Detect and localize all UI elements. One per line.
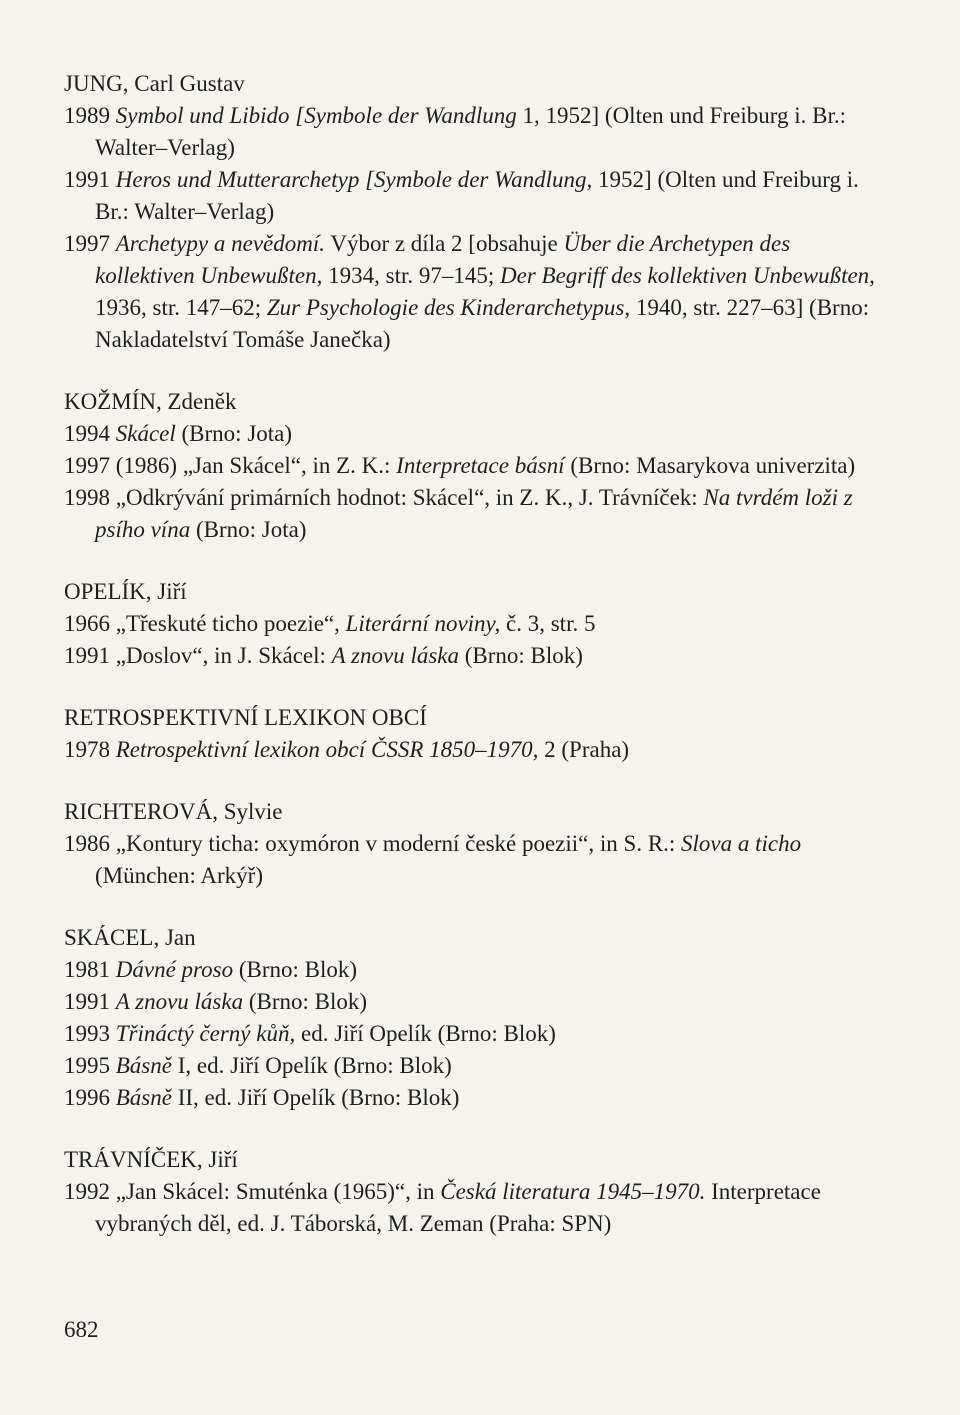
entry-text: (Brno: Blok) [459, 643, 583, 668]
author-heading: KOŽMÍN, Zdeněk [64, 389, 237, 414]
bibliography-entry [64, 1050, 884, 1082]
bibliography-entry [64, 228, 884, 356]
entry-text: Interpretace vybraných děl, ed. J. Táborská, M. Zeman (Praha: SPN) [95, 1179, 821, 1236]
entry-text: 1940, str. 227–63] (Brno: Nakladatelství Tomáše Janečka) [95, 295, 870, 352]
author-heading: RICHTEROVÁ, Sylvie [64, 799, 283, 824]
entry-text: 1993 [64, 1021, 116, 1046]
entry-text: č. 3, str. 5 [500, 611, 596, 636]
entry-title: Básně [115, 1053, 172, 1078]
entry-text: 1978 [64, 737, 116, 762]
entry-text: 1934, str. 97–145; [322, 263, 500, 288]
entry-text: 1981 [64, 957, 116, 982]
entry-text: Výbor z díla 2 [obsahuje [325, 231, 564, 256]
bibliography-section [64, 796, 884, 892]
entry-text: I, ed. Jiří Opelík (Brno: Blok) [171, 1053, 452, 1078]
entry-title: Zur Psychologie des Kinderarchetypus, [266, 295, 631, 320]
bibliography-entry [64, 734, 884, 766]
entry-text: 1991 [64, 167, 116, 192]
bibliography-section [64, 68, 884, 356]
entry-title: Symbol und Libido [Symbole der Wandlung [115, 103, 517, 128]
bibliography-entry [64, 450, 884, 482]
entry-text: 1989 [64, 103, 116, 128]
bibliography-entry [64, 482, 884, 546]
entry-text: 1998 „Odkrývání primárních hodnot: Skácel“, in Z. K., J. Trávníček: [64, 485, 704, 510]
author-heading: RETROSPEKTIVNÍ LEXIKON OBCÍ [64, 705, 427, 730]
entry-text: 1991 „Doslov“, in J. Skácel: [64, 643, 332, 668]
entry-text: 1996 [64, 1085, 116, 1110]
author-heading: OPELÍK, Jiří [64, 579, 187, 604]
bibliography-entry [64, 1082, 884, 1114]
entry-text: 1986 „Kontury ticha: oxymóron v moderní české poezii“, in S. R.: [64, 831, 682, 856]
entry-text: ed. Jiří Opelík (Brno: Blok) [295, 1021, 556, 1046]
bibliography-entry [64, 640, 884, 672]
entry-title: Dávné proso [115, 957, 234, 982]
entry-title: Třináctý černý kůň, [115, 1021, 296, 1046]
entry-text: (Brno: Jota) [175, 421, 293, 446]
entry-text: 1936, str. 147–62; [95, 295, 267, 320]
bibliography [64, 68, 884, 1270]
bibliography-entry [64, 1018, 884, 1050]
bibliography-entry [64, 828, 884, 892]
entry-title: Über die Archetypen des kollektiven Unbewußten, [95, 231, 791, 288]
entry-title: Heros und Mutterarchetyp [Symbole der Wandlung, [115, 167, 593, 192]
entry-title: Básně [115, 1085, 172, 1110]
entry-text: 1992 „Jan Skácel: Smuténka (1965)“, in [64, 1179, 441, 1204]
entry-text: (München: Arkýř) [95, 863, 263, 888]
entry-text: 1991 [64, 989, 116, 1014]
entry-text: 1995 [64, 1053, 116, 1078]
entry-title: Skácel [115, 421, 176, 446]
entry-text: (Brno: Masarykova univerzita) [564, 453, 856, 478]
author-heading: JUNG, Carl Gustav [64, 71, 245, 96]
entry-text: 1997 (1986) „Jan Skácel“, in Z. K.: [64, 453, 397, 478]
page-number: 682 [64, 1317, 99, 1342]
author-heading: SKÁCEL, Jan [64, 925, 196, 950]
entry-text: 2 (Praha) [538, 737, 630, 762]
bibliography-section [64, 576, 884, 672]
bibliography-entry [64, 418, 884, 450]
bibliography-section [64, 922, 884, 1114]
bibliography-entry [64, 1176, 884, 1240]
entry-text: 1952] (Olten und Freiburg i. Br.: Walter–Verlag) [95, 167, 859, 224]
entry-title: Slova a ticho [681, 831, 802, 856]
entry-text: (Brno: Blok) [243, 989, 368, 1014]
entry-text: II, ed. Jiří Opelík (Brno: Blok) [171, 1085, 460, 1110]
bibliography-entry [64, 164, 884, 228]
entry-text: (Brno: Jota) [190, 517, 307, 542]
bibliography-section [64, 1144, 884, 1240]
entry-text: (Brno: Blok) [233, 957, 358, 982]
bibliography-entry [64, 100, 884, 164]
bibliography-section [64, 386, 884, 546]
bibliography-section [64, 702, 884, 766]
bibliography-entry [64, 608, 884, 640]
entry-title: Česká literatura 1945–1970. [440, 1179, 706, 1204]
bibliography-entry [64, 986, 884, 1018]
entry-title: Na tvrdém loži z psího vína [95, 485, 853, 542]
entry-text: 1994 [64, 421, 116, 446]
entry-title: Interpretace básní [396, 453, 565, 478]
entry-text: 1, 1952] (Olten und Freiburg i. Br.: Walter–Verlag) [95, 103, 846, 160]
author-heading: TRÁVNÍČEK, Jiří [64, 1147, 238, 1172]
entry-title: Literární noviny, [345, 611, 501, 636]
entry-text: 1966 „Třeskuté ticho poezie“, [64, 611, 346, 636]
entry-title: Retrospektivní lexikon obcí ČSSR 1850–1970, [115, 737, 539, 762]
entry-text: 1997 [64, 231, 116, 256]
entry-title: A znovu láska [331, 643, 459, 668]
entry-title: A znovu láska [115, 989, 244, 1014]
entry-title: Der Begriff des kollektiven Unbewußten, [500, 263, 875, 288]
bibliography-entry [64, 954, 884, 986]
entry-title: Archetypy a nevědomí. [115, 231, 325, 256]
